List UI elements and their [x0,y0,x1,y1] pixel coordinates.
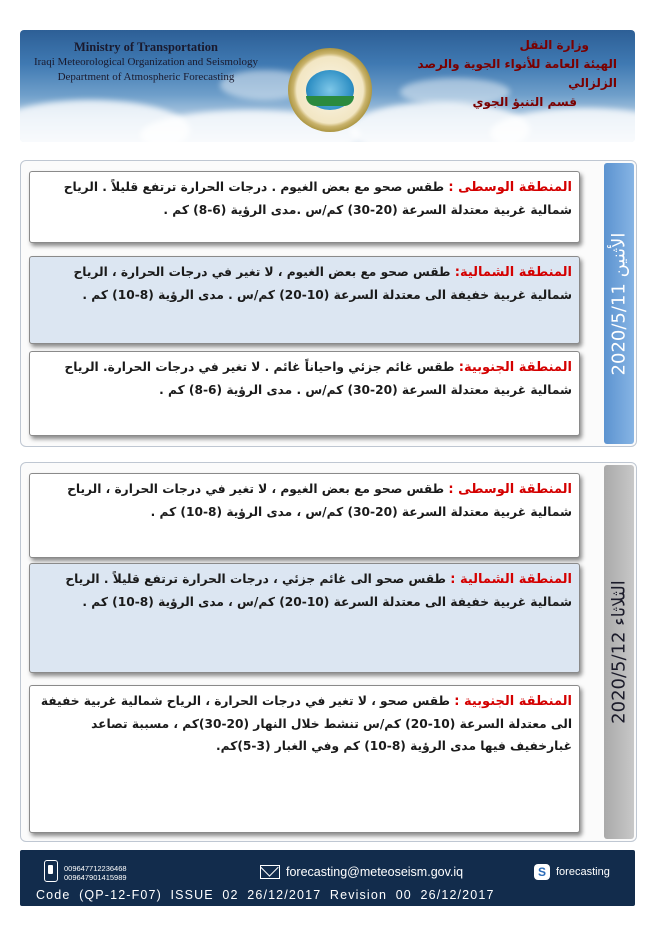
region-forecast: طقس صحو ، لا تغير في درجات الحرارة ، الرياح شمالية غربية خفيفة الى معتدلة السرعة (10-20) كم/س تنشط خلال النهار (20-30)كم ، مسببة تصاعد غبارخفيف فيها مدى الرؤية (8-10) كم وفي الغبار (3-5)كم. [40,694,572,753]
organization-name-en: Iraqi Meteorological Organization and Seismology [33,56,259,68]
phone-number: 009647712236468 [64,864,127,873]
department-name-ar: قسم التنبؤ الجوي [472,95,577,109]
region-card-south [29,685,580,833]
region-name: المنطقة الشمالية : [450,572,572,587]
region-forecast: طقس صحو مع بعض الغيوم ، لا تغير في درجات الحرارة ، الرياح شمالية غربية خفيفة الى معتدلة السرعة (10-20) كم/س . مدى الرؤية (8-10) كم . [73,265,572,302]
organization-name-ar: الهيئة العامة للأنواء الجوية والرصد الزلزالي [417,57,617,90]
footer-bar [20,850,635,906]
region-forecast: طقس صحو مع بعض الغيوم ، لا تغير في درجات الحرارة ، الرياح شمالية غربية معتدلة السرعة (20-30) كم/س ، مدى الرؤية (8-10) كم . [67,482,572,519]
region-card-south [29,351,580,436]
region-name: المنطقة الجنوبية: [458,360,572,375]
region-name: المنطقة الوسطى : [448,482,572,497]
ministry-name-ar: وزارة النقل [519,38,589,52]
region-card-north [29,256,580,344]
region-forecast: طقس صحو مع بعض الغيوم . درجات الحرارة ترتفع قليلاً . الرياح شمالية غربية معتدلة السرعة (20-30) كم/س .مدى الرؤية (6-8) كم . [63,180,572,217]
phone-numbers [64,864,127,882]
region-name: المنطقة الشمالية: [454,265,572,280]
region-name: المنطقة الجنوبية : [454,694,572,709]
forecast-day-1 [20,160,637,447]
skype-handle[interactable]: forecasting [556,866,610,878]
region-forecast: طقس صحو الى غائم جزئي ، درجات الحرارة ترتفع قليلاً . الرياح شمالية غربية خفيفة الى معتدلة السرعة (10-20) كم/س ، مدى الرؤية (8-10) كم . [65,572,572,609]
logo-wave [306,96,354,106]
ministry-name-en: Ministry of Transportation [74,40,218,54]
region-name: المنطقة الوسطى : [448,180,572,195]
forecast-day-2 [20,462,637,842]
date-bar-day-1 [604,163,634,444]
meteorology-seal-logo [288,48,372,132]
date-label: الثلاثاء 2020/5/12 [608,580,630,724]
header-banner [20,30,635,142]
department-name-en: Department of Atmospheric Forecasting [57,71,235,83]
email-link[interactable]: forecasting@meteoseism.gov.iq [286,865,464,879]
region-card-central [29,171,580,243]
region-card-north [29,563,580,673]
region-forecast: طقس غائم جزئي واحياناً غائم . لا تغير في درجات الحرارة. الرياح شمالية غربية معتدلة السرعة (20-30) كم/س . مدى الرؤية (6-8) كم . [64,360,572,397]
phone-icon [44,860,58,882]
header-english-text [26,40,266,85]
date-bar-day-2 [604,465,634,839]
skype-icon: S [534,864,550,880]
mail-icon [260,865,280,879]
phone-number: 009647901415989 [64,873,127,882]
date-label: الأثنين 2020/5/11 [608,232,630,375]
header-arabic-text [397,36,617,112]
document-code-line: Code (QP-12-F07) ISSUE 02 26/12/2017 Revision 00 26/12/2017 [36,888,495,902]
region-card-central [29,473,580,558]
